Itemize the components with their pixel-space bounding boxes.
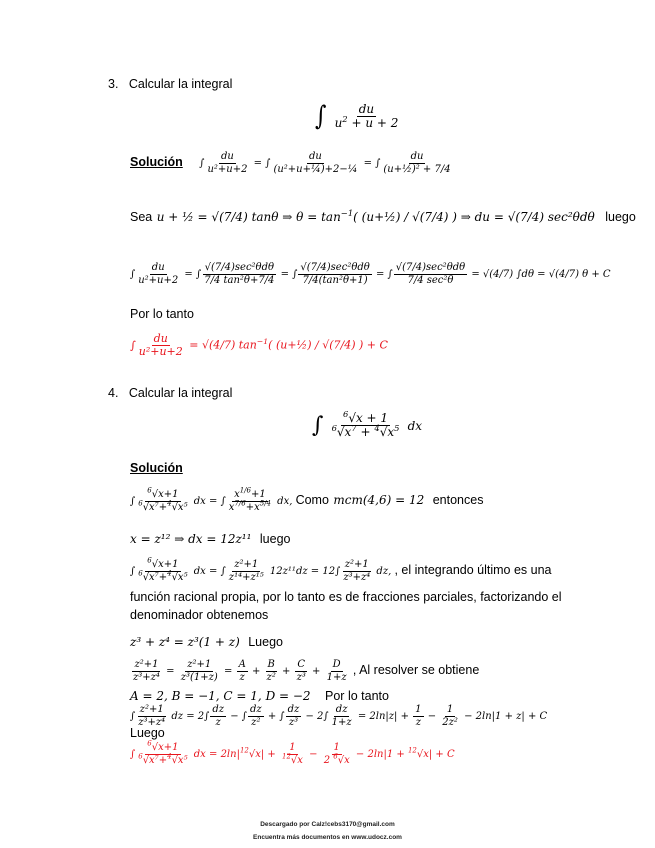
paragraph-line-b: función racional propia, por lo tanto es de fracciones parciales, factorizando el <box>130 590 562 604</box>
problem-4-integral: ∫ $\frac{^6√x + 1}{^6√x^7 + ^4√x^5}$ dx <box>312 409 423 439</box>
factor-expression: z³ + z⁴ = z³(1 + z) <box>130 635 240 649</box>
substitution-expression: x = z¹² ⇒ dx = 12z¹¹ <box>130 532 252 546</box>
mcm-expression: mcm(4,6) = 12 <box>333 493 425 507</box>
luego-label: Luego <box>248 635 283 649</box>
luego-label: luego <box>605 210 636 224</box>
coefficients-line <box>130 687 389 705</box>
solucion-4-label: Solución <box>130 461 183 475</box>
problem-4-heading <box>108 386 232 400</box>
luego-3: Luego <box>130 726 165 740</box>
result-4: ∫ $\frac{^6√x+1}{^6√x^7+^4√x^5}$ dx = $2\ln|^{12}√x|$ + $\frac{1}{^{12}√x}$ − $\frac{1}{2 ^6√x}$ − 2ln|1 + $^{12}$√x| + C <box>130 739 455 766</box>
partial-fractions-line: $\frac{\text{z²+1}}{\text{z³+z⁴}}$ = $\frac{\text{z²+1}}{\text{z³(1+z)}}$ = $\frac{A}{z}$ + $\frac{B}{\text{z²}}$ + $\frac{C}{\text{z³}}$ + $\frac{D}{1+z}$ , Al resolver se obtiene <box>133 659 480 683</box>
problem-3-heading <box>108 77 232 91</box>
factor-line <box>130 633 283 651</box>
result-3: ∫ $\frac{du}{\text{u²+u+2}}$ = √(4/7) $\tan^{-1}$( (u+½) / √(7/4) ) + C <box>130 332 388 358</box>
paragraph-line-c: denominador obtenemos <box>130 608 269 622</box>
problem-title: Calcular la integral <box>128 77 233 91</box>
derivation-3-line: ∫ $\frac{du}{\text{u²+u+2}}$ = ∫ $\frac{\text{√(7/4)sec²θdθ}}{\text{7/4 tan²θ+7/4}}$ = ∫ $\frac{\text{√(7/4)sec²θdθ}}{\text{7/4(tan²θ+1)}}$ = ∫ $\frac{\text{√(7/4)sec²θdθ}}{\text{7/4 sec²θ}}$ = √(4/7) ∫dθ = √(4/7) θ + C <box>130 262 611 286</box>
solution-4-line1: ∫ $\frac{^6√x+1}{^6√x^7+^4√x^5}$ dx = ∫ $\frac{x^{1/6}+1}{x^{7/6}+x^{5/4}}$ dx, Como mcm(4,6) = 12 entonces <box>130 486 484 513</box>
entonces-label: entonces <box>432 493 484 507</box>
solucion-label: Solución <box>130 155 183 169</box>
integration-line: ∫ $\frac{\text{z²+1}}{\text{z³+z⁴}}$ dz = 2∫ $\frac{dz}{z}$ − ∫ $\frac{dz}{\text{z²}}$ + ∫ $\frac{dz}{\text{z³}}$ − 2∫ $\frac{dz}{1+z}$ = 2ln|z| + $\frac{1}{z}$ − $\frac{1}{\text{2z²}}$ − 2ln|1 + z| + C <box>130 704 548 728</box>
footer-website-line[interactable]: Encuentra más documentos en www.udocz.com <box>253 834 402 841</box>
footer-download-line: Descargado por Calz!cebs3170@gmail.com <box>260 821 395 828</box>
substitution-3-line: Sea u + ½ = √(7/4) tanθ ⇒ $\theta = \tan^{-1}$( (u+½) / √(7/4) ) ⇒ du = √(7/4) sec²θdθ luego <box>130 208 636 224</box>
por-lo-tanto-label: Por lo tanto <box>325 689 389 703</box>
coefficients-expression: A = 2, B = −1, C = 1, D = −2 <box>130 689 311 703</box>
problem-number: 4. <box>108 386 119 400</box>
problem-title: Calcular la integral <box>128 386 233 400</box>
por-lo-tanto-3: Por lo tanto <box>130 307 194 321</box>
solution-4-line3: ∫ $\frac{^6√x+1}{^6√x^7+^4√x^5}$ dx = ∫ $\frac{\text{z²+1}}{\text{z¹⁴+z¹⁵}}$ 12z¹¹dz = 12∫ $\frac{\text{z²+1}}{\text{z³+z⁴}}$ dz, , el integrando último es una <box>130 556 552 583</box>
como-label: Como <box>295 493 329 507</box>
solution-3-line: Solución ∫ $\frac{du}{\text{u²+u+2}}$ = ∫ $\frac{du}{\text{(u²+u+¼)+2−¼}}$ = ∫ $\frac{du}{\text{(u+½)² + 7/4}}$ <box>130 151 451 175</box>
al-resolver-text: , Al resolver se obtiene <box>352 663 480 677</box>
problem-number: 3. <box>108 77 119 91</box>
solution-4-line2 <box>130 530 290 548</box>
problem-3-integral: ∫ $\frac{du}{u^2 + u + 2}$ <box>315 101 399 132</box>
sea-label: Sea <box>130 210 153 224</box>
luego-label: luego <box>259 532 291 546</box>
paragraph-text: , el integrando último es una <box>394 563 552 577</box>
